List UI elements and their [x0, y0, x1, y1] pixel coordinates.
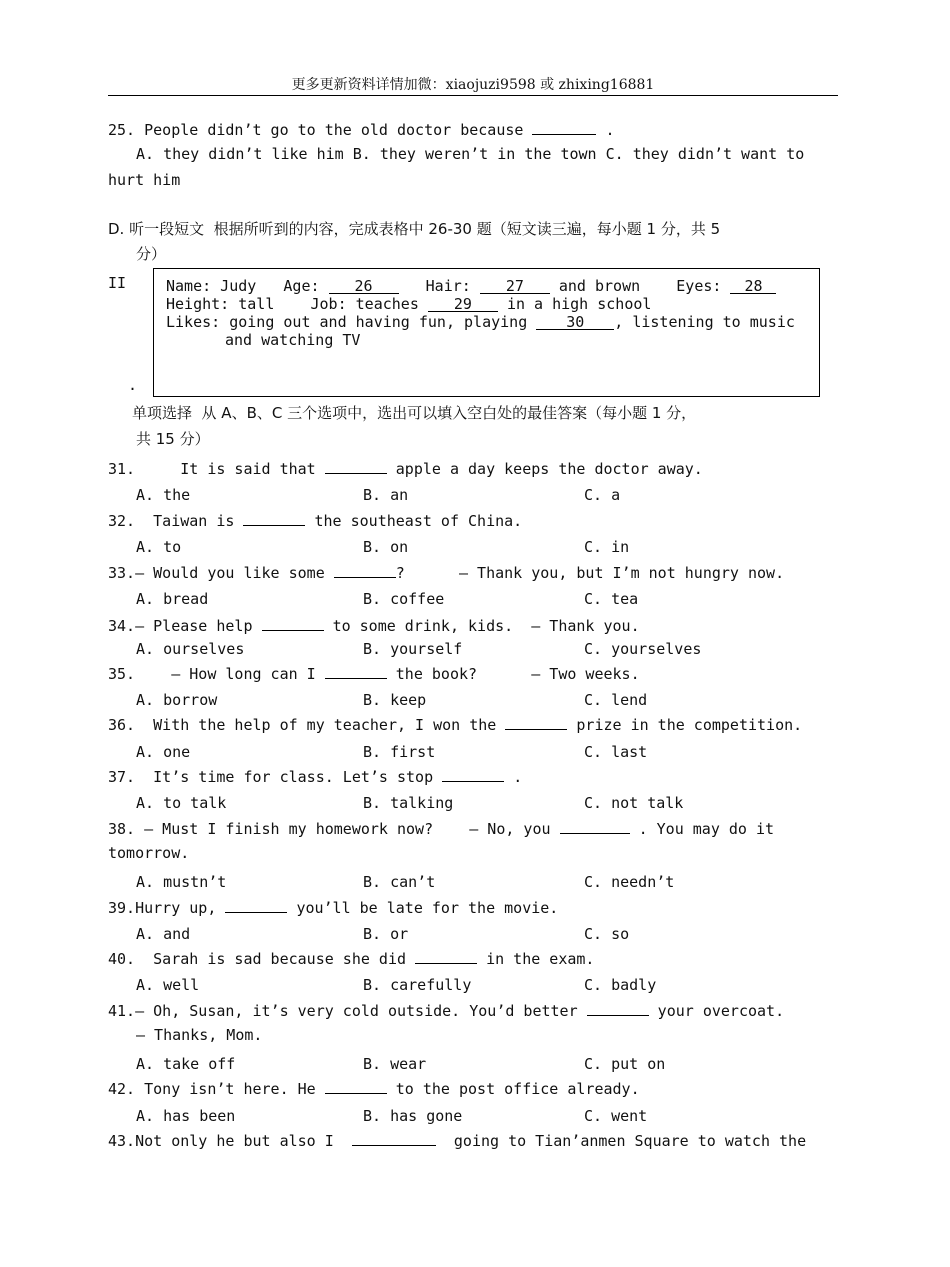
- option-b[interactable]: B. has gone: [363, 1107, 463, 1125]
- question-38: [108, 817, 774, 838]
- blank-29[interactable]: 29: [428, 295, 498, 312]
- question-number: 35.: [108, 665, 136, 683]
- page-header: 更多更新资料详情加微：xiaojuzi9598 或 zhixing16881: [291, 77, 655, 93]
- question-stem: Tony isn’t here. He: [144, 1080, 316, 1098]
- hair-label: Hair:: [425, 277, 471, 295]
- answer-blank[interactable]: [532, 118, 596, 135]
- option-a[interactable]: A. one: [136, 743, 191, 761]
- question-stem: — Oh, Susan, it’s very cold outside. You’d better: [135, 1002, 578, 1020]
- answer-blank[interactable]: [560, 817, 630, 834]
- question-stem-end: apple a day keeps the doctor away.: [395, 460, 703, 478]
- question-stem-end: . You may do it: [638, 820, 775, 838]
- question-stem-end: in the exam.: [486, 950, 595, 968]
- question-42: [108, 1077, 640, 1098]
- option-c[interactable]: C. in: [584, 538, 630, 556]
- option-c[interactable]: C. needn’t: [584, 873, 675, 891]
- question-37: [108, 765, 522, 786]
- eyes-label: Eyes:: [676, 277, 722, 295]
- answer-blank[interactable]: [325, 457, 387, 474]
- option-c[interactable]: C. last: [584, 743, 648, 761]
- option-a[interactable]: A. and: [136, 925, 191, 943]
- option-a[interactable]: A. to talk: [136, 794, 227, 812]
- answer-blank[interactable]: [334, 561, 396, 578]
- question-stem-end: to the post office already.: [395, 1080, 640, 1098]
- question-stem-end: ? — Thank you, but I’m not hungry now.: [395, 564, 785, 582]
- question-number: 43.: [108, 1132, 136, 1150]
- question-stem-end: .: [605, 121, 615, 139]
- option-a[interactable]: A. has been: [136, 1107, 236, 1125]
- option-b[interactable]: B. on: [363, 538, 409, 556]
- blank-28[interactable]: 28: [730, 277, 776, 294]
- section-ii-instructions: 单项选择 从 A、B、C 三个选项中，选出可以填入空白处的最佳答案（每小题 1 分，: [132, 404, 697, 422]
- question-stem: It is said that: [144, 460, 316, 478]
- question-stem: People didn’t go to the old doctor because: [144, 121, 524, 139]
- answer-blank[interactable]: [587, 999, 649, 1016]
- question-stem-end: your overcoat.: [657, 1002, 785, 1020]
- question-stem: With the help of my teacher, I won the: [153, 716, 497, 734]
- question-number: 38.: [108, 820, 136, 838]
- section-roman-numeral: II: [108, 274, 127, 292]
- stray-dot: .: [128, 376, 138, 394]
- option-b[interactable]: B. an: [363, 486, 409, 504]
- option-a[interactable]: A. mustn’t: [136, 873, 227, 891]
- blank-27[interactable]: 27: [480, 277, 550, 294]
- question-number: 41.: [108, 1002, 136, 1020]
- question-stem: — Must I finish my homework now? — No, you: [144, 820, 551, 838]
- question-number: 32.: [108, 512, 136, 530]
- question-number: 34.: [108, 617, 136, 635]
- name-field: Name: Judy: [166, 277, 257, 295]
- option-c[interactable]: C. not talk: [584, 794, 684, 812]
- section-ii-instructions-cont: 共 15 分）: [136, 430, 210, 448]
- question-39: [108, 896, 558, 917]
- question-stem-end: .: [513, 768, 523, 786]
- question-41-cont: — Thanks, Mom.: [136, 1026, 263, 1044]
- answer-blank[interactable]: [225, 896, 287, 913]
- option-b[interactable]: B. or: [363, 925, 409, 943]
- question-stem: — How long can I: [135, 665, 316, 683]
- question-stem: Sarah is sad because she did: [153, 950, 407, 968]
- blank-30[interactable]: 30: [536, 313, 614, 330]
- option-b[interactable]: B. wear: [363, 1055, 427, 1073]
- question-stem-end: to some drink, kids. — Thank you.: [332, 617, 640, 635]
- question-stem: Hurry up,: [135, 899, 217, 917]
- question-31: [108, 457, 703, 478]
- question-40: [108, 947, 594, 968]
- table-row-2: [166, 295, 651, 313]
- section-d-instructions-cont: 分）: [136, 245, 167, 263]
- question-stem-end: the southeast of China.: [314, 512, 523, 530]
- question-stem-end: you’ll be late for the movie.: [296, 899, 559, 917]
- question-number: 33.: [108, 564, 136, 582]
- option-c[interactable]: C. yourselves: [584, 640, 702, 658]
- question-stem: — Please help: [135, 617, 253, 635]
- option-a[interactable]: A. well: [136, 976, 200, 994]
- question-stem: — Would you like some: [135, 564, 325, 582]
- question-stem-end: prize in the competition.: [576, 716, 803, 734]
- question-stem: Not only he but also I: [135, 1132, 334, 1150]
- question-stem-end: going to Tian’anmen Square to watch the: [453, 1132, 807, 1150]
- question-stem: Taiwan is: [153, 512, 235, 530]
- table-row-3: [166, 313, 795, 331]
- question-number: 25.: [108, 121, 136, 139]
- question-36: [108, 713, 802, 734]
- option-c[interactable]: C. so: [584, 925, 630, 943]
- option-c[interactable]: C. a: [584, 486, 621, 504]
- question-34: [108, 614, 640, 635]
- question-number: 36.: [108, 716, 136, 734]
- option-a[interactable]: A. bread: [136, 590, 209, 608]
- option-c[interactable]: C. tea: [584, 590, 639, 608]
- likes-after: , listening to music: [614, 313, 795, 331]
- option-b[interactable]: B. keep: [363, 691, 427, 709]
- header-rule: [108, 95, 838, 96]
- question-25: [108, 118, 615, 139]
- answer-blank[interactable]: [442, 765, 504, 782]
- section-d-instructions: D. 听一段短文 根据所听到的内容，完成表格中 26-30 题（短文读三遍，每小题 1 分，共 5: [108, 220, 721, 238]
- answer-blank[interactable]: [352, 1129, 436, 1146]
- question-stem-end: the book? — Two weeks.: [395, 665, 640, 683]
- answer-blank[interactable]: [325, 1077, 387, 1094]
- question-number: 39.: [108, 899, 136, 917]
- blank-26[interactable]: 26: [329, 277, 399, 294]
- option-b[interactable]: B. coffee: [363, 590, 445, 608]
- answer-blank[interactable]: [325, 662, 387, 679]
- question-41: [108, 999, 784, 1020]
- job-after: in a high school: [506, 295, 652, 313]
- question-33: [108, 561, 784, 582]
- option-b[interactable]: B. talking: [363, 794, 454, 812]
- answer-blank[interactable]: [415, 947, 477, 964]
- question-number: 40.: [108, 950, 136, 968]
- question-stem: It’s time for class. Let’s stop: [153, 768, 434, 786]
- hair-after: and brown: [558, 277, 641, 295]
- question-number: 31.: [108, 460, 136, 478]
- option-b[interactable]: B. first: [363, 743, 436, 761]
- option-a[interactable]: A. the: [136, 486, 191, 504]
- question-number: 42.: [108, 1080, 136, 1098]
- question-number: 37.: [108, 768, 136, 786]
- option-a[interactable]: A. borrow: [136, 691, 218, 709]
- question-25-options-cont: hurt him: [108, 171, 181, 189]
- height-field: Height: tall: [166, 295, 275, 313]
- option-b[interactable]: B. yourself: [363, 640, 463, 658]
- question-25-options: A. they didn’t like him B. they weren’t in the town C. they didn’t want to: [136, 145, 805, 163]
- question-38-cont: tomorrow.: [108, 844, 190, 862]
- option-b[interactable]: B. can’t: [363, 873, 436, 891]
- question-32: [108, 509, 522, 530]
- option-c[interactable]: C. lend: [584, 691, 648, 709]
- answer-blank[interactable]: [505, 713, 567, 730]
- option-a[interactable]: A. ourselves: [136, 640, 245, 658]
- table-row-1: [166, 277, 776, 295]
- likes-label: Likes: going out and having fun, playing: [166, 313, 528, 331]
- table-row-4: and watching TV: [225, 331, 361, 349]
- answer-blank[interactable]: [243, 509, 305, 526]
- option-c[interactable]: C. went: [584, 1107, 648, 1125]
- question-43: [108, 1129, 806, 1150]
- option-a[interactable]: A. take off: [136, 1055, 236, 1073]
- option-a[interactable]: A. to: [136, 538, 182, 556]
- age-label: Age:: [283, 277, 320, 295]
- option-b[interactable]: B. carefully: [363, 976, 472, 994]
- option-c[interactable]: C. badly: [584, 976, 657, 994]
- question-35: [108, 662, 640, 683]
- option-c[interactable]: C. put on: [584, 1055, 666, 1073]
- answer-blank[interactable]: [262, 614, 324, 631]
- job-label: Job: teaches: [310, 295, 419, 313]
